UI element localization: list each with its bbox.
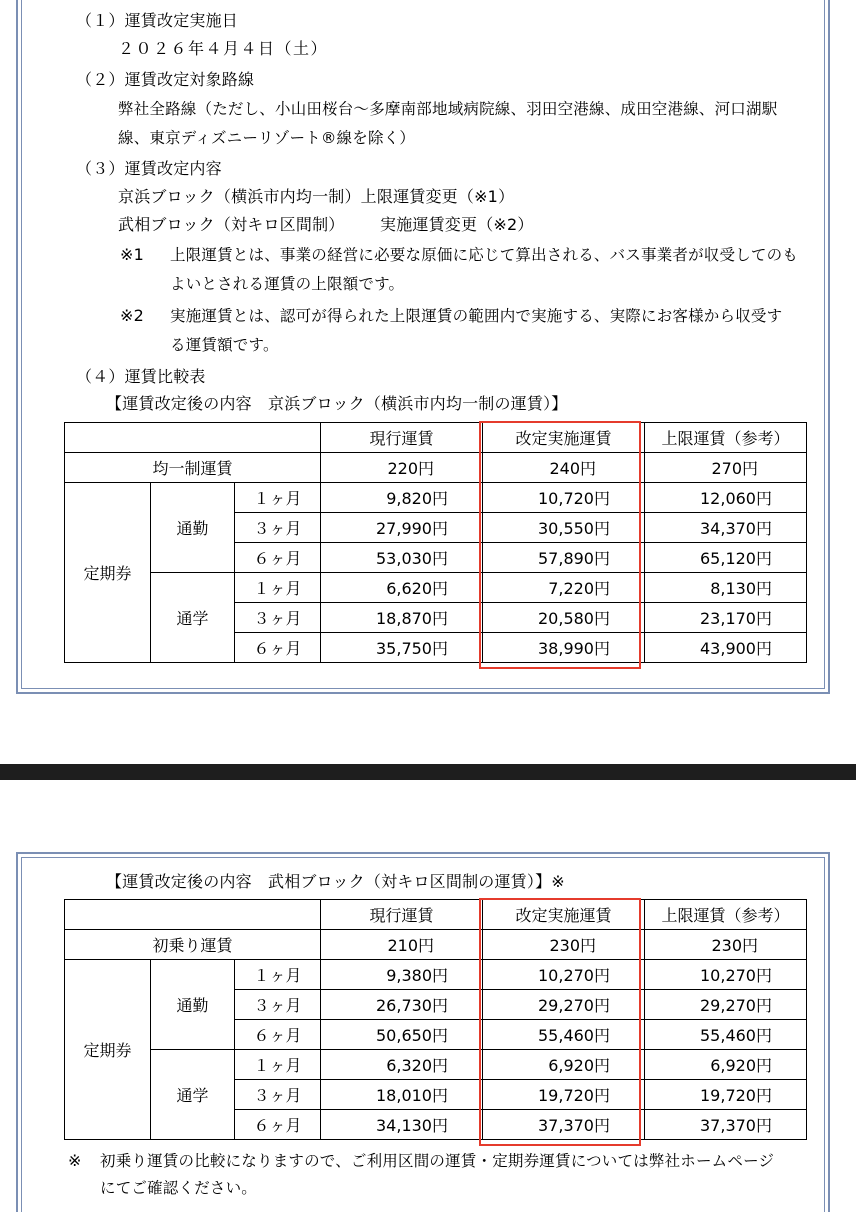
- header-empty-cell: [65, 423, 321, 453]
- period-cell: ６ヶ月: [235, 1020, 321, 1050]
- header-cap: 上限運賃（参考）: [645, 900, 807, 930]
- value-cell: 20,580円: [483, 603, 645, 633]
- value-cell: 10,270円: [483, 960, 645, 990]
- value-cell: 10,720円: [483, 483, 645, 513]
- table-row: [65, 960, 807, 990]
- value-cell: 55,460円: [645, 1020, 807, 1050]
- section1-heading: （１）運賃改定実施日: [76, 11, 239, 30]
- section2-heading: （２）運賃改定対象路線: [76, 70, 255, 89]
- table-row: [65, 453, 807, 483]
- target-routes-line1: 弊社全路線（ただし、小山田桜台～多摩南部地域病院線、羽田空港線、成田空港線、河口湖駅: [118, 100, 778, 118]
- period-cell: ６ヶ月: [235, 543, 321, 573]
- table-header-row: [65, 423, 807, 453]
- value-cell: 23,170円: [645, 603, 807, 633]
- value-cell: 35,750円: [321, 633, 483, 663]
- value-cell: 19,720円: [483, 1080, 645, 1110]
- target-routes-line2: 線、東京ディズニーリゾート®線を除く）: [118, 129, 416, 147]
- table2-caption: 【運賃改定後の内容 武相ブロック（対キロ区間制の運賃）】※: [106, 872, 565, 891]
- value-cell: 57,890円: [483, 543, 645, 573]
- value-cell: 29,270円: [645, 990, 807, 1020]
- value-cell: 29,270円: [483, 990, 645, 1020]
- period-cell: ３ヶ月: [235, 1080, 321, 1110]
- value-cell: 6,320円: [321, 1050, 483, 1080]
- section4-heading: （４）運賃比較表: [76, 367, 206, 386]
- pass-label: 定期券: [65, 483, 151, 663]
- value-cell: 37,370円: [483, 1110, 645, 1140]
- value-cell: 6,620円: [321, 573, 483, 603]
- value-cell: 38,990円: [483, 633, 645, 663]
- note2-mark: ※2: [120, 306, 144, 325]
- school-label: 通学: [151, 573, 235, 663]
- period-cell: ６ヶ月: [235, 1110, 321, 1140]
- footnote-mark: ※: [68, 1151, 82, 1170]
- page-separator: [0, 764, 856, 780]
- note2-line2: る運賃額です。: [170, 336, 279, 354]
- keihin-change: 京浜ブロック（横浜市内均一制）上限運賃変更（※1）: [118, 187, 515, 206]
- value-cell: 12,060円: [645, 483, 807, 513]
- period-cell: １ヶ月: [235, 483, 321, 513]
- header-current: 現行運賃: [321, 423, 483, 453]
- section3-heading: （３）運賃改定内容: [76, 159, 222, 178]
- value-cell: 19,720円: [645, 1080, 807, 1110]
- fare-table-keihin: [64, 422, 807, 663]
- value-cell: 18,870円: [321, 603, 483, 633]
- school-label: 通学: [151, 1050, 235, 1140]
- value-cell: 55,460円: [483, 1020, 645, 1050]
- pass-label: 定期券: [65, 960, 151, 1140]
- note1-line2: よいとされる運賃の上限額です。: [170, 275, 405, 293]
- header-empty-cell: [65, 900, 321, 930]
- period-cell: ３ヶ月: [235, 990, 321, 1020]
- commute-label: 通勤: [151, 960, 235, 1050]
- note1-mark: ※1: [120, 245, 144, 264]
- value-cell: 18,010円: [321, 1080, 483, 1110]
- value-cell: 26,730円: [321, 990, 483, 1020]
- header-cap: 上限運賃（参考）: [645, 423, 807, 453]
- buso-block: 武相ブロック（対キロ区間制）: [118, 215, 345, 234]
- fare-table-buso: [64, 899, 807, 1140]
- base-fare-label: 初乗り運賃: [65, 930, 321, 960]
- value-cell: 30,550円: [483, 513, 645, 543]
- value-cell: 34,130円: [321, 1110, 483, 1140]
- header-revised: 改定実施運賃: [483, 423, 645, 453]
- table-row: [65, 573, 807, 603]
- base-cap: 230円: [645, 930, 807, 960]
- value-cell: 10,270円: [645, 960, 807, 990]
- value-cell: 6,920円: [645, 1050, 807, 1080]
- table-row: [65, 483, 807, 513]
- base-revised: 230円: [483, 930, 645, 960]
- value-cell: 7,220円: [483, 573, 645, 603]
- table1-caption: 【運賃改定後の内容 京浜ブロック（横浜市内均一制の運賃）】: [106, 394, 568, 413]
- table-header-row: [65, 900, 807, 930]
- value-cell: 9,380円: [321, 960, 483, 990]
- base-current: 220円: [321, 453, 483, 483]
- revision-date: ２０２６年４月４日（土）: [118, 39, 329, 58]
- buso-change: 実施運賃変更（※2）: [380, 215, 534, 234]
- table-row: [65, 1050, 807, 1080]
- header-revised: 改定実施運賃: [483, 900, 645, 930]
- base-cap: 270円: [645, 453, 807, 483]
- value-cell: 43,900円: [645, 633, 807, 663]
- value-cell: 9,820円: [321, 483, 483, 513]
- header-current: 現行運賃: [321, 900, 483, 930]
- commute-label: 通勤: [151, 483, 235, 573]
- period-cell: ３ヶ月: [235, 603, 321, 633]
- value-cell: 65,120円: [645, 543, 807, 573]
- value-cell: 37,370円: [645, 1110, 807, 1140]
- base-current: 210円: [321, 930, 483, 960]
- footnote-line1: 初乗り運賃の比較になりますので、ご利用区間の運賃・定期券運賃については弊社ホームページ: [100, 1152, 775, 1170]
- period-cell: ６ヶ月: [235, 633, 321, 663]
- value-cell: 53,030円: [321, 543, 483, 573]
- value-cell: 6,920円: [483, 1050, 645, 1080]
- table-row: [65, 930, 807, 960]
- footnote-line2: にてご確認ください。: [100, 1179, 258, 1197]
- value-cell: 8,130円: [645, 573, 807, 603]
- value-cell: 50,650円: [321, 1020, 483, 1050]
- period-cell: １ヶ月: [235, 960, 321, 990]
- value-cell: 27,990円: [321, 513, 483, 543]
- period-cell: １ヶ月: [235, 1050, 321, 1080]
- base-revised: 240円: [483, 453, 645, 483]
- value-cell: 34,370円: [645, 513, 807, 543]
- base-fare-label: 均一制運賃: [65, 453, 321, 483]
- note2-line1: 実施運賃とは、認可が得られた上限運賃の範囲内で実施する、実際にお客様から収受す: [170, 307, 783, 325]
- period-cell: ３ヶ月: [235, 513, 321, 543]
- period-cell: １ヶ月: [235, 573, 321, 603]
- note1-line1: 上限運賃とは、事業の経営に必要な原価に応じて算出される、バス事業者が収受してのも: [170, 246, 799, 264]
